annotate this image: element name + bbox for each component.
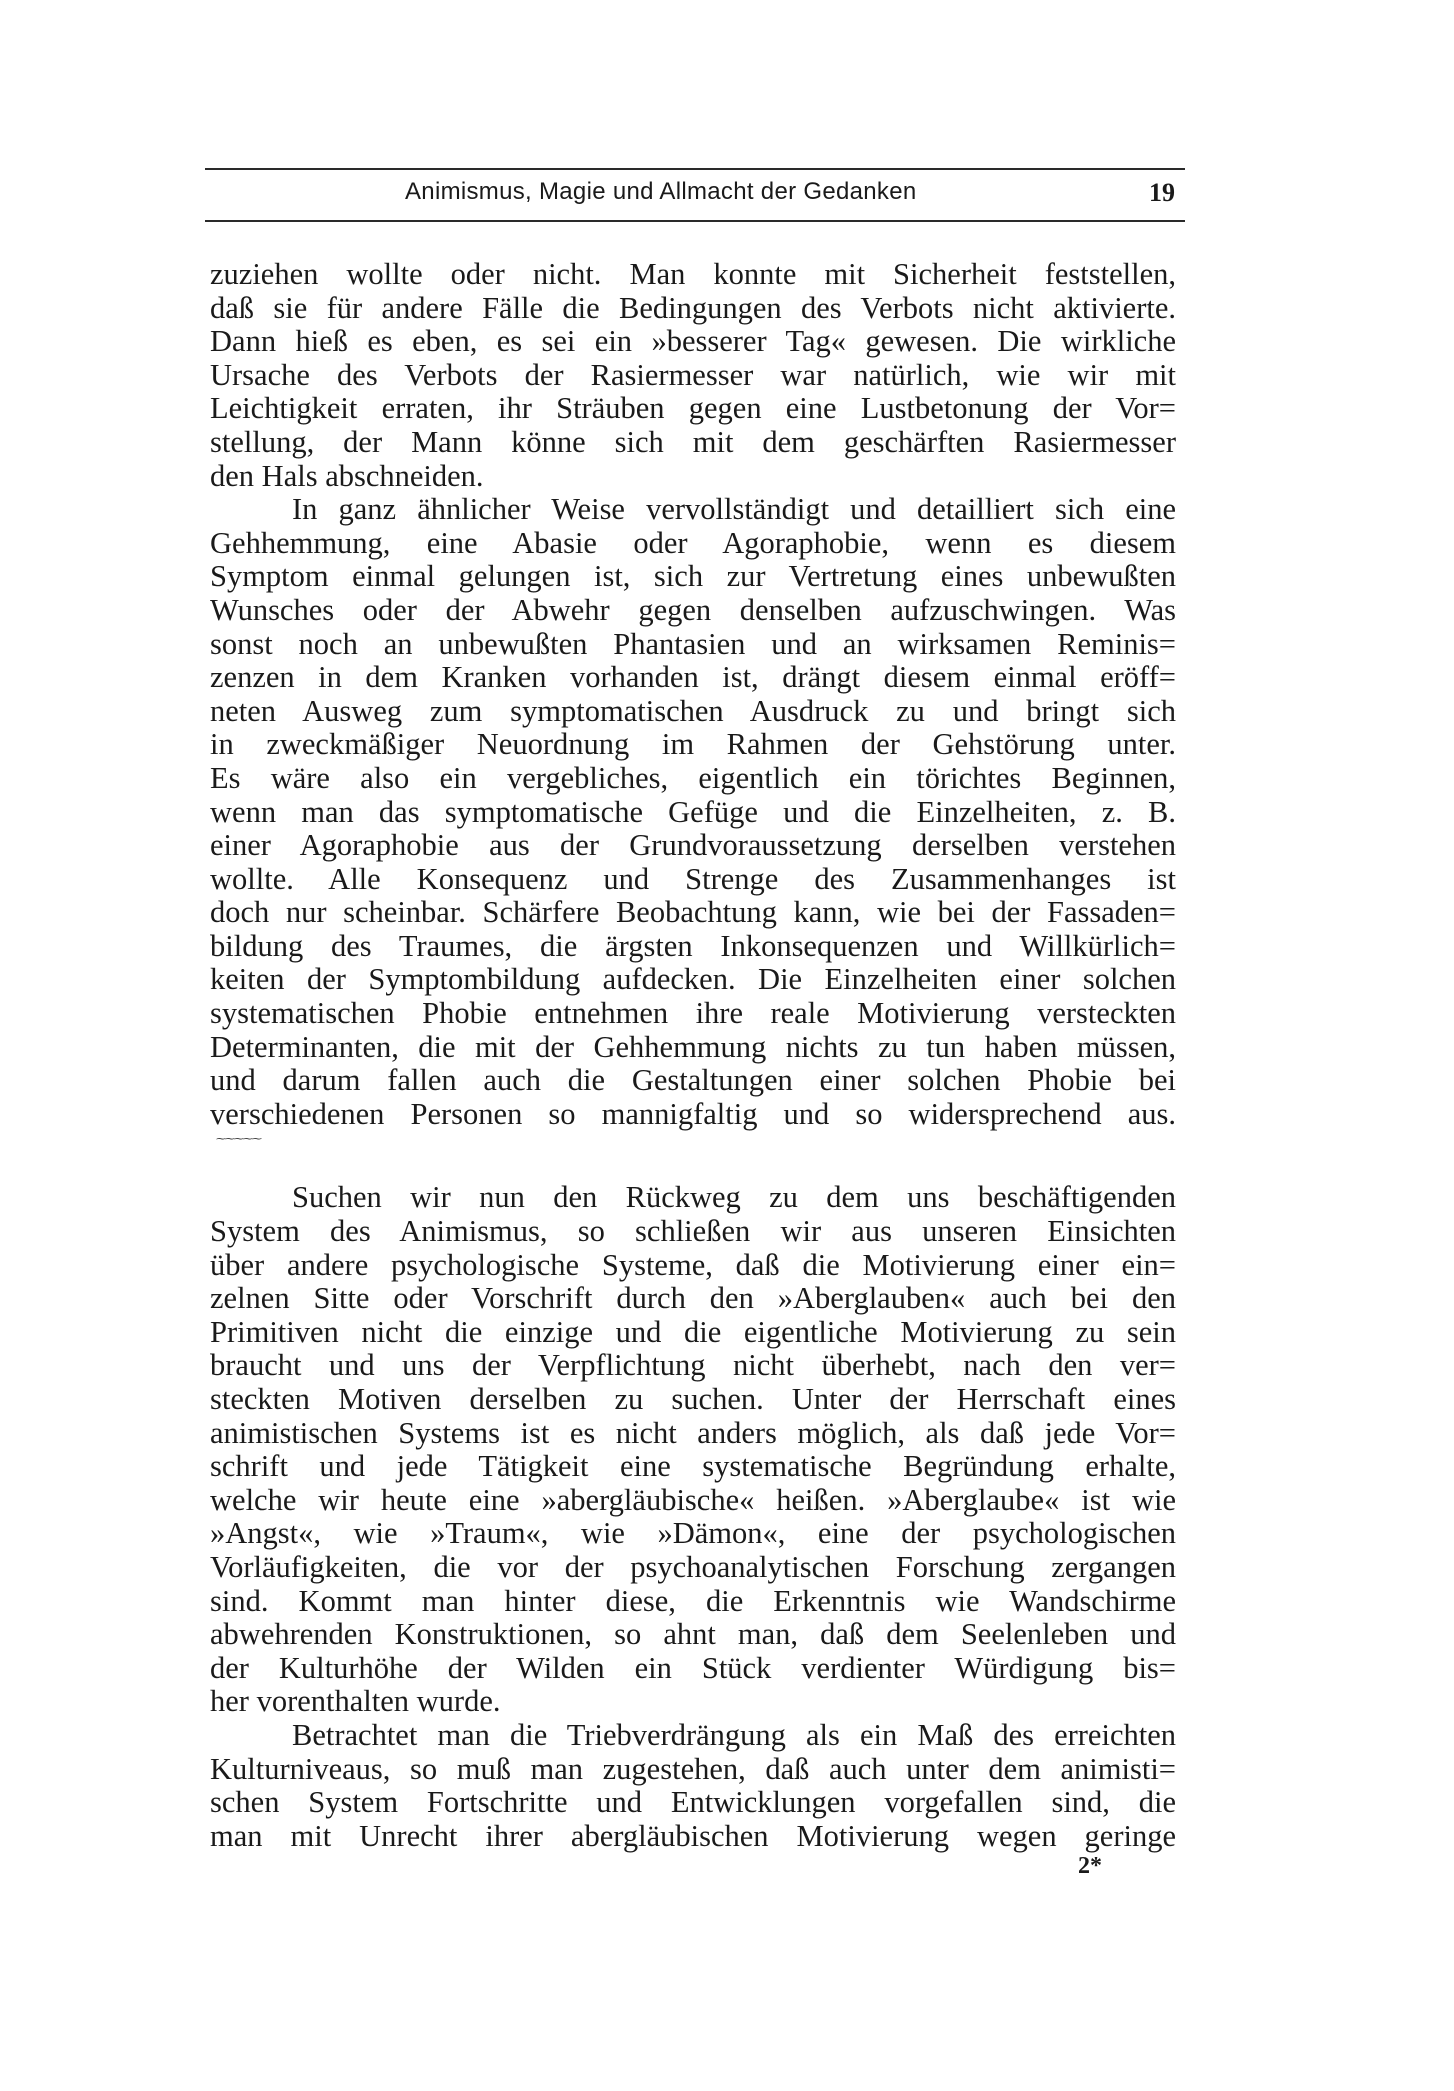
ornament-icon: ⁓⁓⁓⁓⁓ bbox=[216, 1134, 261, 1146]
text-line: systematischen Phobie entnehmen ihre reale Motivierung versteckten bbox=[210, 996, 1176, 1031]
running-title: Animismus, Magie und Allmacht der Gedanken bbox=[405, 178, 917, 205]
text-line: Determinanten, die mit der Gehhemmung nichts zu tun haben müssen, bbox=[210, 1029, 1176, 1064]
text-line: abwehrenden Konstruktionen, so ahnt man, daß dem Seelenleben und bbox=[210, 1617, 1176, 1652]
text-line: sind. Kommt man hinter diese, die Erkenntnis wie Wandschirme bbox=[210, 1583, 1176, 1618]
text-line: animistischen Systems ist es nicht anders möglich, als daß jede Vor= bbox=[210, 1415, 1176, 1450]
text-line: und darum fallen auch die Gestaltungen einer solchen Phobie bei bbox=[210, 1063, 1176, 1098]
text-line: Gehhemmung, eine Abasie oder Agoraphobie, wenn es diesem bbox=[210, 525, 1176, 560]
text-line: daß sie für andere Fälle die Bedingungen des Verbots nicht aktivierte. bbox=[210, 290, 1176, 325]
text-line: »Angst«, wie »Traum«, wie »Dämon«, eine der psychologischen bbox=[210, 1516, 1176, 1551]
text-line: her vorenthalten wurde. bbox=[210, 1684, 501, 1719]
text-line: Leichtigkeit erraten, ihr Sträuben gegen eine Lustbetonung der Vor= bbox=[210, 391, 1176, 426]
text-line: Kulturniveaus, so muß man zugestehen, daß auch unter dem animisti= bbox=[210, 1751, 1176, 1786]
text-line: doch nur scheinbar. Schärfere Beobachtung kann, wie bei der Fassaden= bbox=[210, 895, 1176, 930]
section-break bbox=[210, 1131, 1176, 1181]
text-line: Suchen wir nun den Rückweg zu dem uns beschäftigenden bbox=[292, 1180, 1176, 1215]
text-line: sonst noch an unbewußten Phantasien und an wirksamen Reminis= bbox=[210, 626, 1176, 661]
text-line: keiten der Symptombildung aufdecken. Die Einzelheiten einer solchen bbox=[210, 962, 1176, 997]
text-line: wollte. Alle Konsequenz und Strenge des Zusammenhanges ist bbox=[210, 861, 1176, 896]
text-line: steckten Motiven derselben zu suchen. Unter der Herrschaft eines bbox=[210, 1382, 1176, 1416]
text-line: der Kulturhöhe der Wilden ein Stück verdienter Würdigung bis= bbox=[210, 1650, 1176, 1685]
text-line: welche wir heute eine »abergläubische« heißen. »Aberglaube« ist wie bbox=[210, 1482, 1176, 1517]
text-line: einer Agoraphobie aus der Grundvoraussetzung derselben verstehen bbox=[210, 828, 1176, 863]
text-line: zenzen in dem Kranken vorhanden ist, drängt diesem einmal eröff= bbox=[210, 660, 1176, 695]
text-line: schrift und jede Tätigkeit eine systematische Begründung erhalte, bbox=[210, 1449, 1176, 1484]
page-header bbox=[205, 168, 1185, 222]
text-line: Betrachtet man die Triebverdrängung als ein Maß des erreichten bbox=[292, 1717, 1176, 1752]
text-line: neten Ausweg zum symptomatischen Ausdruck zu und bringt sich bbox=[210, 693, 1176, 728]
text-line: In ganz ähnlicher Weise vervollständigt und detailliert sich eine bbox=[292, 492, 1176, 527]
text-line: den Hals abschneiden. bbox=[210, 458, 484, 493]
text-line: Dann hieß es eben, es sei ein »besserer Tag« gewesen. Die wirkliche bbox=[210, 324, 1176, 359]
text-line: Vorläufigkeiten, die vor der psychoanalytischen Forschung zergangen bbox=[210, 1549, 1176, 1584]
paragraph-4 bbox=[210, 1719, 1176, 1853]
page-number: 19 bbox=[1149, 178, 1175, 207]
text-line: Symptom einmal gelungen ist, sich zur Vertretung eines unbewußten bbox=[210, 559, 1176, 594]
paragraph-1 bbox=[210, 258, 1176, 493]
text-line: bildung des Traumes, die ärgsten Inkonsequenzen und Willkürlich= bbox=[210, 928, 1176, 963]
text-line: Primitiven nicht die einzige und die eigentliche Motivierung zu sein bbox=[210, 1314, 1176, 1349]
text-line: Wunsches oder der Abwehr gegen denselben aufzuschwingen. Was bbox=[210, 592, 1176, 627]
signature-mark: 2* bbox=[1078, 1853, 1102, 1879]
text-line: stellung, der Mann könne sich mit dem geschärften Rasiermesser bbox=[210, 424, 1176, 459]
text-line: in zweckmäßiger Neuordnung im Rahmen der Gehstörung unter. bbox=[210, 727, 1176, 762]
text-line: schen System Fortschritte und Entwicklungen vorgefallen sind, die bbox=[210, 1785, 1176, 1820]
paragraph-3 bbox=[210, 1181, 1176, 1719]
text-line: Ursache des Verbots der Rasiermesser war natürlich, wie wir mit bbox=[210, 357, 1176, 392]
text-line: System des Animismus, so schließen wir aus unseren Einsichten bbox=[210, 1214, 1176, 1249]
text-line: braucht und uns der Verpflichtung nicht überhebt, nach den ver= bbox=[210, 1348, 1176, 1383]
text-line: über andere psychologische Systeme, daß die Motivierung einer ein= bbox=[210, 1247, 1176, 1282]
text-line: zelnen Sitte oder Vorschrift durch den »Aberglauben« auch bei den bbox=[210, 1281, 1176, 1316]
text-line: zuziehen wollte oder nicht. Man konnte mit Sicherheit feststellen, bbox=[210, 257, 1176, 291]
body-text bbox=[210, 258, 1176, 1853]
text-line: verschiedenen Personen so mannigfaltig und so widersprechend aus. bbox=[210, 1096, 1176, 1131]
text-line: Es wäre also ein vergebliches, eigentlich ein törichtes Beginnen, bbox=[210, 760, 1176, 795]
text-line: wenn man das symptomatische Gefüge und die Einzelheiten, z. B. bbox=[210, 794, 1176, 829]
text-line: man mit Unrecht ihrer abergläubischen Motivierung wegen geringe bbox=[210, 1818, 1176, 1853]
paragraph-2 bbox=[210, 493, 1176, 1131]
